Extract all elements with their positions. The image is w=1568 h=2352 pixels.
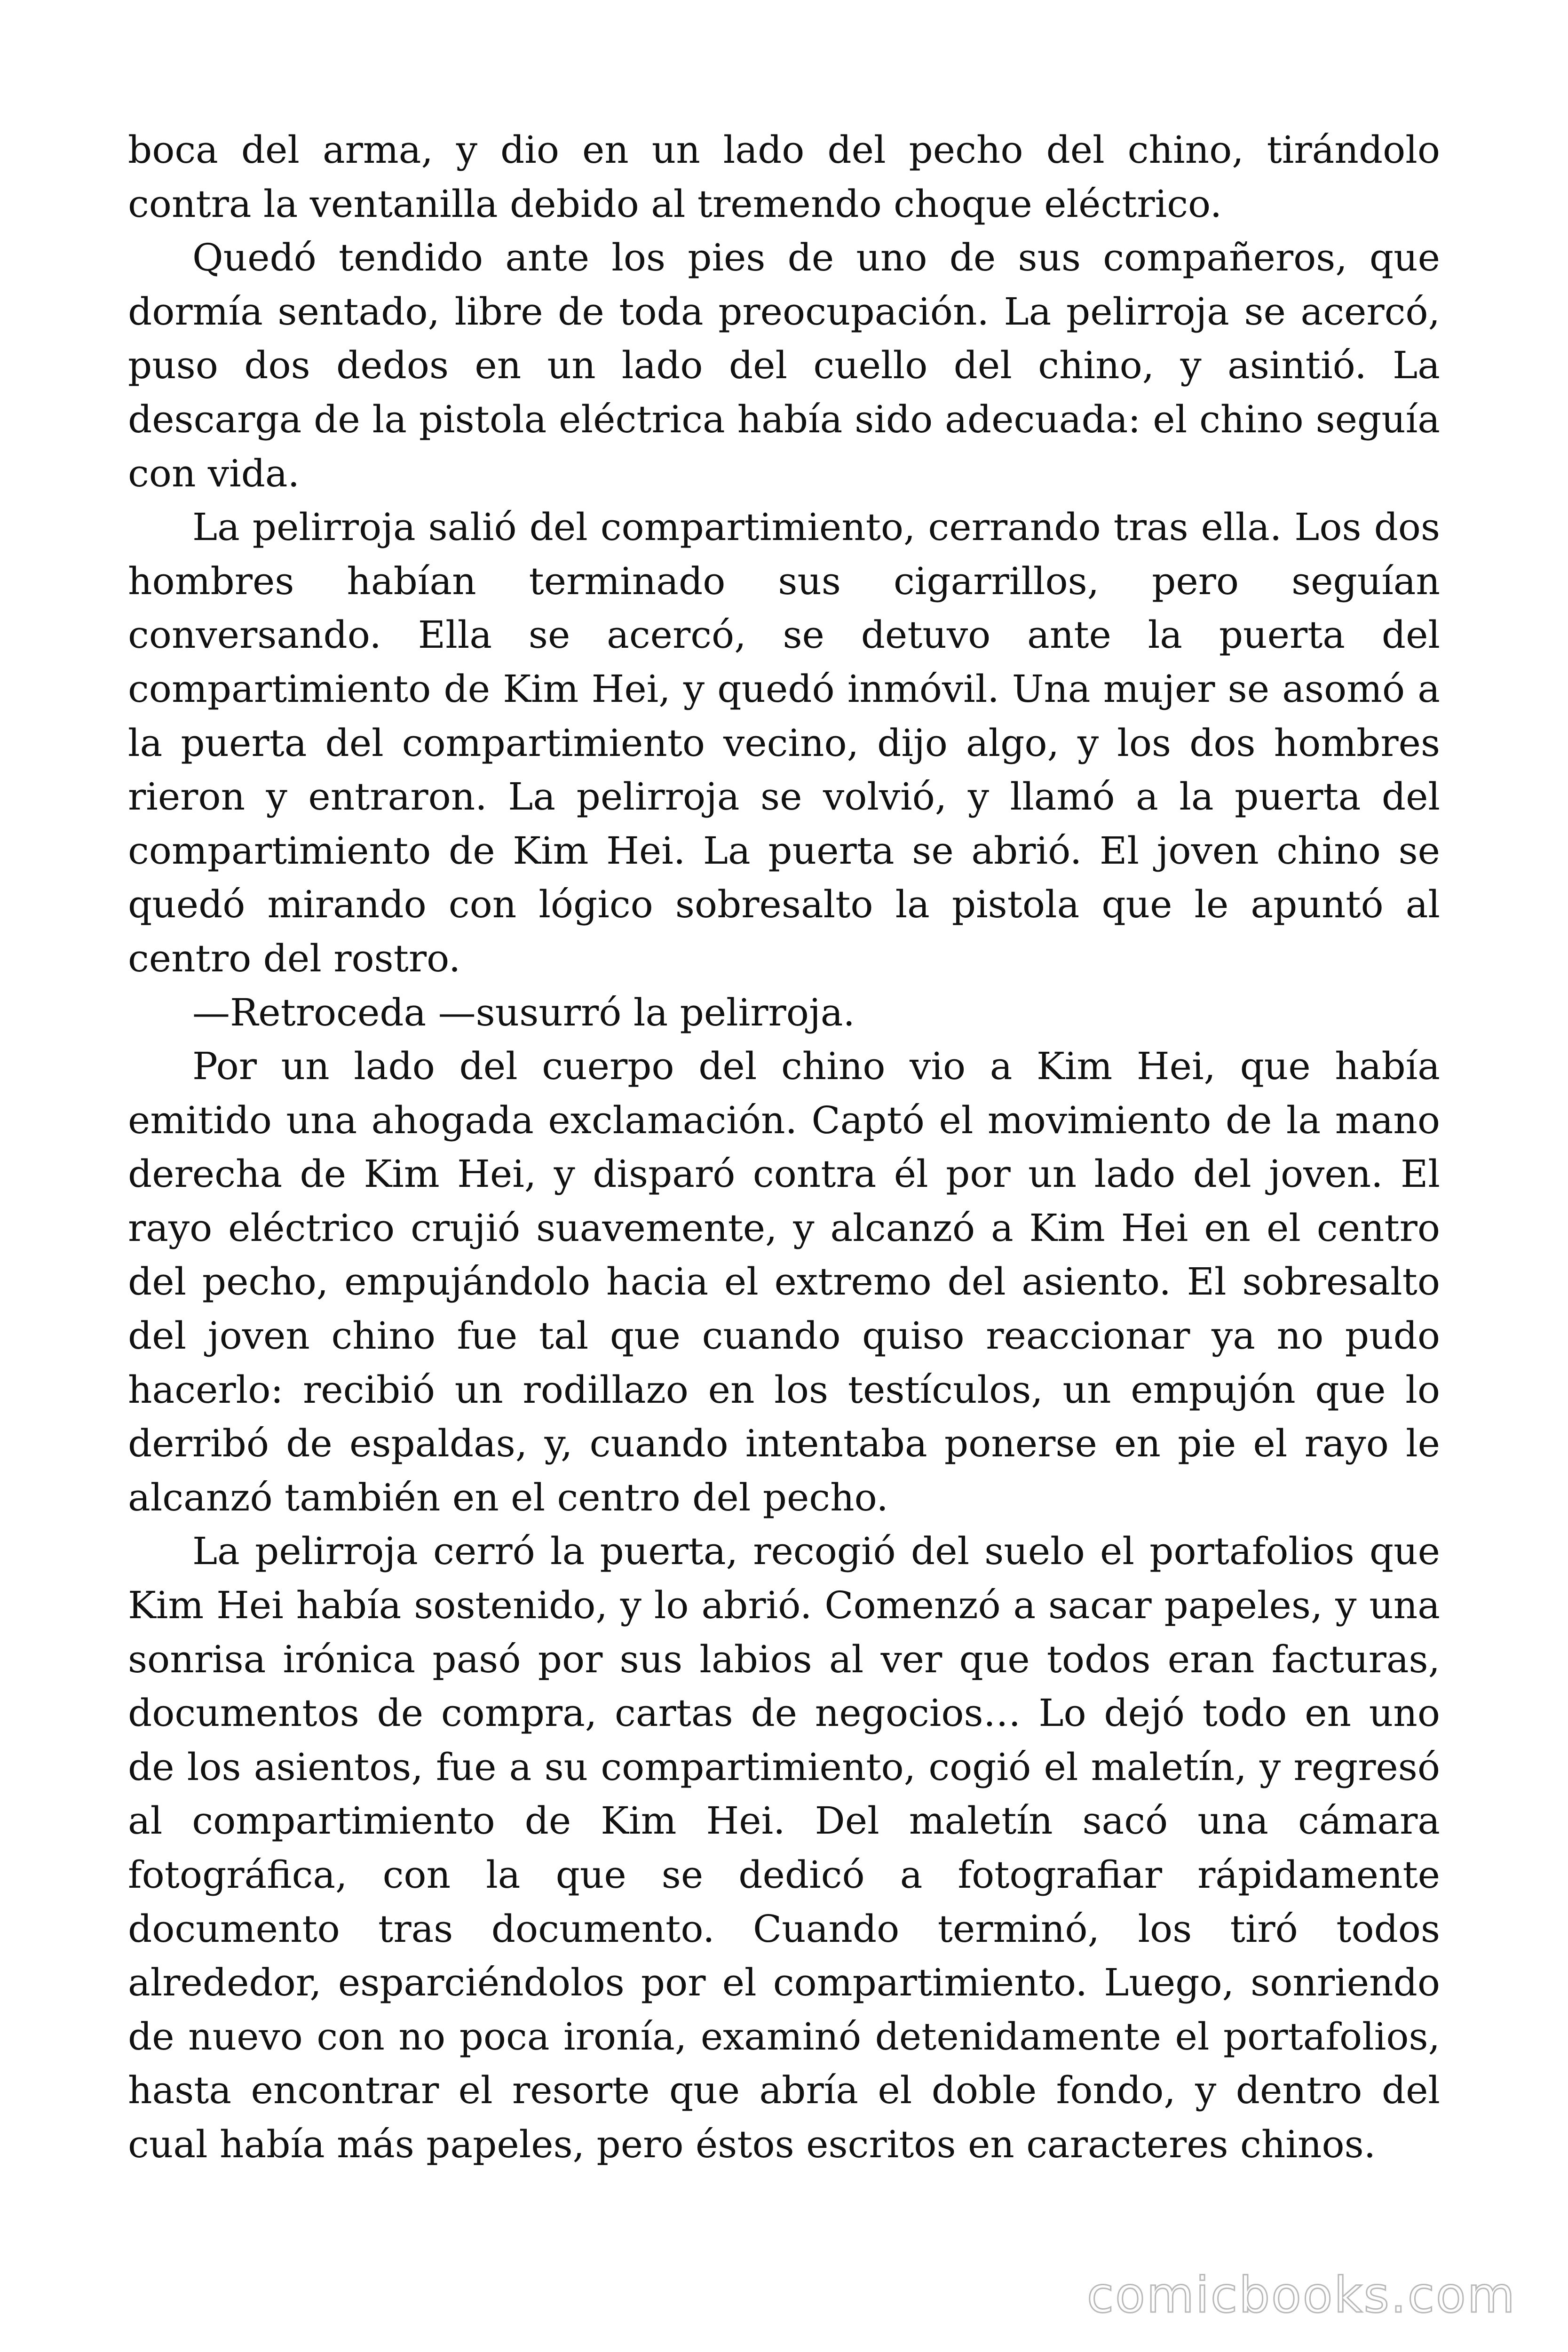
paragraph-2: Quedó tendido ante los pies de uno de sus compañeros, que dormía sentado, libre de toda preocupación. La pelirroja se acercó, puso dos dedos en un lado del cuello del chino, y asintió. La descarga de la pistola eléctrica había sido adecuada: el chino seguía con vida. (128, 236, 1440, 495)
paragraph-4: —Retroceda —susurró la pelirroja. (192, 990, 855, 1034)
paragraph-5: Por un lado del cuerpo del chino vio a Kim Hei, que había emitido una ahogada exclamación. Captó el movimiento de la mano derecha de Kim Hei, y disparó contra él por un lado del joven. El rayo eléctrico crujió suavemente, y alcanzó a Kim Hei en el centro del pecho, empujándolo hacia el extremo del asiento. El sobresalto del joven chino fue tal que cuando quiso reaccionar ya no pudo hacerlo: recibió un rodillazo en los testículos, un empujón que lo derribó de espaldas, y, cuando intentaba ponerse en pie el rayo le alcanzó también en el centro del pecho. (128, 1044, 1440, 1519)
page-text (128, 123, 1440, 2172)
paragraph-3: La pelirroja salió del compartimiento, cerrando tras ella. Los dos hombres habían terminado sus cigarrillos, pero seguían conversando. Ella se acercó, se detuvo ante la puerta del compartimiento de Kim Hei, y quedó inmóvil. Una mujer se asomó a la puerta del compartimiento vecino, dijo algo, y los dos hombres rieron y entraron. La pelirroja se volvió, y llamó a la puerta del compartimiento de Kim Hei. La puerta se abrió. El joven chino se quedó mirando con lógico sobresalto la pistola que le apuntó al centro del rostro. (128, 505, 1440, 980)
watermark: comicbooks.com (1086, 2266, 1516, 2324)
paragraph-1: boca del arma, y dio en un lado del pecho del chino, tirándolo contra la ventanilla debido al tremendo choque eléctrico. (128, 128, 1440, 226)
paragraph-6: La pelirroja cerró la puerta, recogió del suelo el portafolios que Kim Hei había sostenido, y lo abrió. Comenzó a sacar papeles, y una sonrisa irónica pasó por sus labios al ver que todos eran facturas, documentos de compra, cartas de negocios… Lo dejó todo en uno de los asientos, fue a su compartimiento, cogió el maletín, y regresó al compartimiento de Kim Hei. Del maletín sacó una cámara fotográfica, con la que se dedicó a fotografiar rápidamente documento tras documento. Cuando terminó, los tiró todos alrededor, esparciéndolos por el compartimiento. Luego, sonriendo de nuevo con no poca ironía, examinó detenidamente el portafolios, hasta encontrar el resorte que abría el doble fondo, y dentro del cual había más papeles, pero éstos escritos en caracteres chinos. (128, 1529, 1440, 2166)
